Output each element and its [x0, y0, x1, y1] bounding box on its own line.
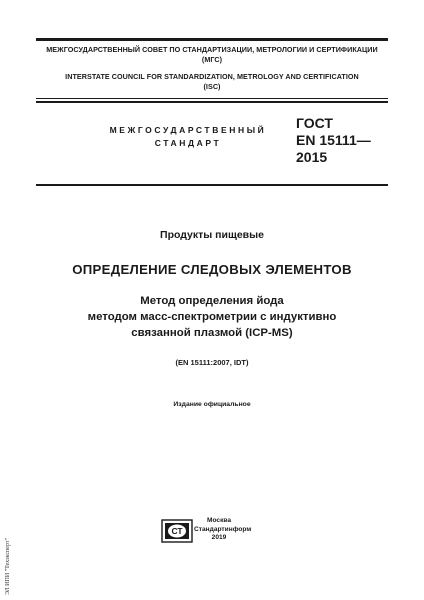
- document-subject: Продукты пищевые: [160, 229, 264, 241]
- document-title: ОПРЕДЕЛЕНИЕ СЛЕДОВЫХ ЭЛЕМЕНТОВ: [72, 262, 352, 277]
- publisher-city: Москва: [206, 517, 232, 524]
- designation-line1: ГОСТ: [296, 115, 333, 131]
- side-stamp: [4, 505, 13, 595]
- standard-type-line1: МЕЖГОСУДАРСТВЕННЫЙ: [109, 125, 267, 135]
- publisher-block: [194, 517, 252, 543]
- designation-line2: EN 15111—: [296, 132, 371, 148]
- reference-standard: (EN 15111:2007, IDT): [175, 358, 249, 367]
- side-stamp-text: ЭЛ ИПИ "Техэксперт": [5, 538, 11, 595]
- standartinform-logo-icon: [161, 519, 193, 543]
- council-name-ru: [36, 45, 388, 65]
- publication-year: 2019: [211, 534, 227, 541]
- edition-note: Издание официальное: [173, 401, 251, 408]
- publisher-name: Стандартинформ: [194, 525, 252, 533]
- standard-type-line2: СТАНДАРТ: [154, 138, 222, 148]
- method-line2: методом масс-спектрометрии с индуктивно: [87, 311, 337, 323]
- header-rule-thick: [36, 101, 388, 103]
- council-name-en: [36, 72, 388, 92]
- designation-line3: 2015: [296, 149, 328, 165]
- council-name-ru-line1: МЕЖГОСУДАРСТВЕННЫЙ СОВЕТ ПО СТАНДАРТИЗАЦИИ, МЕТРОЛОГИИ И СЕРТИФИКАЦИИ: [46, 45, 378, 54]
- method-line1: Метод определения йода: [140, 295, 284, 307]
- standard-designation: [296, 115, 396, 166]
- method-title: [20, 293, 404, 341]
- logo-letters: СТ: [171, 526, 183, 536]
- header-rule-thin: [36, 98, 388, 99]
- council-name-en-line1: INTERSTATE COUNCIL FOR STANDARDIZATION, METROLOGY AND CERTIFICATION: [65, 72, 359, 81]
- council-abbr-ru: (МГС): [201, 55, 223, 64]
- council-abbr-en: (ISC): [203, 82, 221, 91]
- designation-rule: [36, 184, 388, 186]
- top-rule: [36, 38, 388, 41]
- method-line3: связанной плазмой (ICP-MS): [131, 327, 293, 339]
